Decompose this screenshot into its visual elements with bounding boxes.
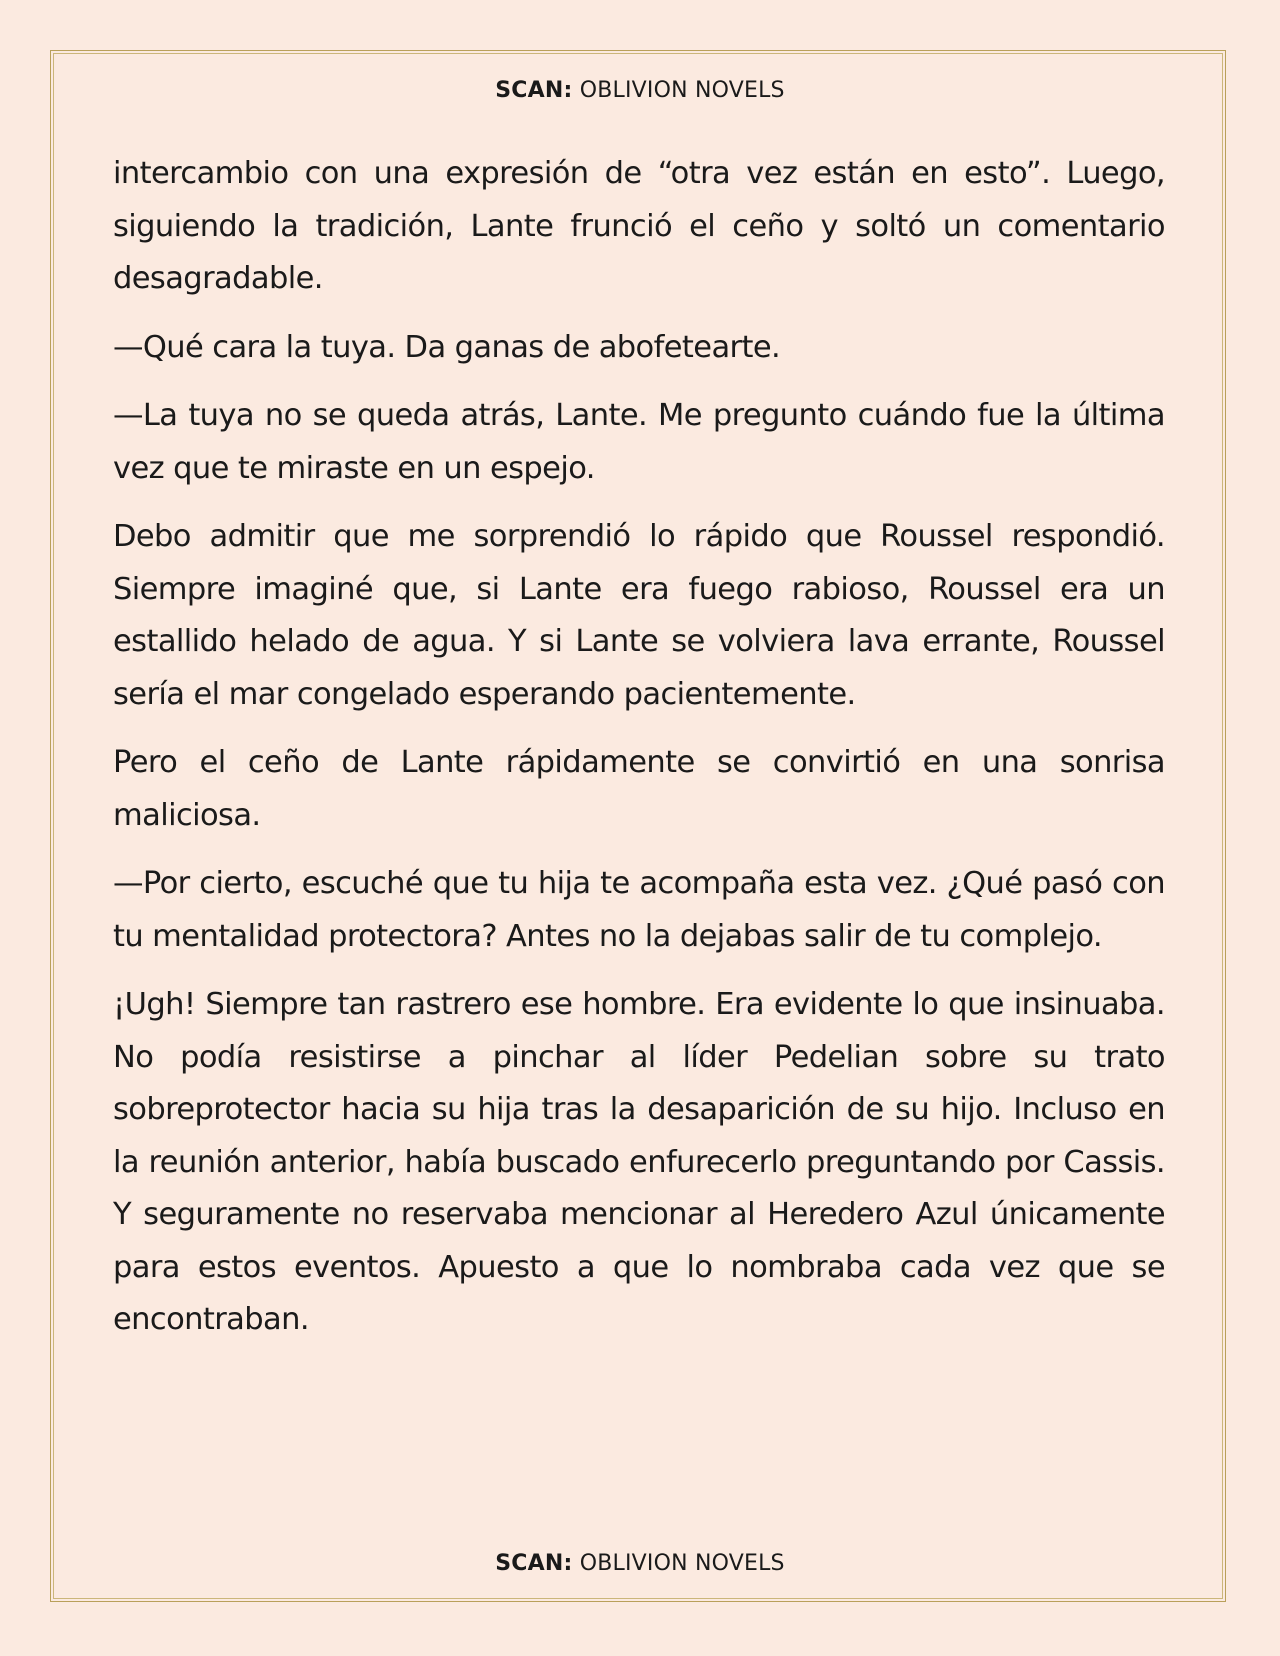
- scan-footer-label: SCAN:: [495, 1551, 573, 1576]
- scan-footer: [0, 1551, 1280, 1576]
- scan-footer-source: OBLIVION NOVELS: [579, 1551, 785, 1576]
- chapter-body: [113, 148, 1165, 1363]
- paragraph-3: —La tuya no se queda atrás, Lante. Me pregunto cuándo fue la última vez que te miraste en un espejo.: [113, 398, 1165, 486]
- paragraph-2: —Qué cara la tuya. Da ganas de abofetearte.: [113, 329, 781, 365]
- paragraph-1: intercambio con una expresión de “otra vez están en esto”. Luego, siguiendo la tradición, Lante frunció el ceño y soltó un comentario desagradable.: [113, 156, 1165, 296]
- paragraph-6: —Por cierto, escuché que tu hija te acompaña esta vez. ¿Qué pasó con tu mentalidad protectora? Antes no la dejabas salir de tu complejo.: [113, 866, 1165, 954]
- paragraph-5: Pero el ceño de Lante rápidamente se convirtió en una sonrisa maliciosa.: [113, 745, 1165, 833]
- paragraph-7: ¡Ugh! Siempre tan rastrero ese hombre. Era evidente lo que insinuaba. No podía resistirse a pinchar al líder Pedelian sobre su trato sobreprotector hacia su hija tras la desaparición de su hijo. Incluso en la reunión anterior, había buscado enfurecerlo preguntando por Cassis. Y seguramente no reservaba mencionar al Heredero Azul únicamente para estos eventos. Apuesto a que lo nombraba cada vez que se encontraban.: [113, 987, 1165, 1337]
- scan-header-source: OBLIVION NOVELS: [579, 78, 785, 103]
- scan-header-label: SCAN:: [495, 78, 573, 103]
- paragraph-4: Debo admitir que me sorprendió lo rápido que Roussel respondió. Siempre imaginé que, si Lante era fuego rabioso, Roussel era un estallido helado de agua. Y si Lante se volviera lava errante, Roussel sería el mar congelado esperando pacientemente.: [113, 519, 1165, 712]
- scan-header: [0, 78, 1280, 103]
